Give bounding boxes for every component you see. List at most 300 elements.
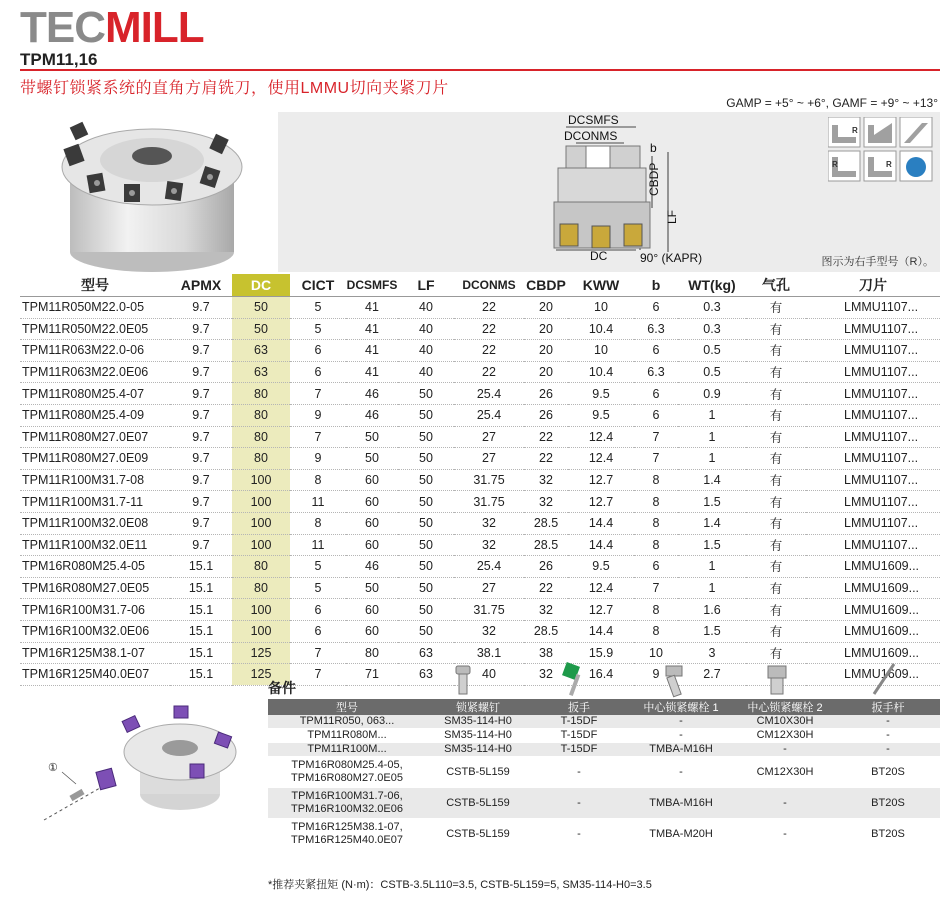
header-cbdp: CBDP xyxy=(524,274,568,297)
header-cict: CICT xyxy=(290,274,346,297)
cell-dcsmfs: 41 xyxy=(346,340,398,362)
cell-dconms: 31.75 xyxy=(454,469,524,491)
cell-b: 7 xyxy=(634,577,678,599)
cell-lf: 50 xyxy=(398,383,454,405)
cell-dcsmfs: 46 xyxy=(346,383,398,405)
cell-apmx: 15.1 xyxy=(170,664,232,686)
parts-header-model: 型号 xyxy=(268,699,426,715)
cell-cict: 5 xyxy=(290,297,346,319)
cutter-photo xyxy=(52,112,252,277)
cell-weight: 1 xyxy=(678,404,746,426)
cell-model: TPM11R100M32.0E08 xyxy=(20,512,170,534)
cell-b: 6 xyxy=(634,297,678,319)
label-cbdp: CBDP xyxy=(647,162,661,196)
specification-table xyxy=(20,274,940,686)
table-body xyxy=(20,297,940,686)
header-dcsmfs: DCSMFS xyxy=(346,274,398,297)
cell-cict: 11 xyxy=(290,491,346,513)
table-row xyxy=(20,512,940,534)
cell-dconms: 22 xyxy=(454,297,524,319)
header-model: 型号 xyxy=(20,274,170,297)
parts-cell-bolt-2: CM10X30H xyxy=(734,715,836,729)
cell-apmx: 9.7 xyxy=(170,297,232,319)
cell-cict: 7 xyxy=(290,426,346,448)
cell-coolant: 有 xyxy=(746,383,806,405)
cell-insert: LMMU1107... xyxy=(806,297,940,319)
cell-model: TPM11R100M32.0E11 xyxy=(20,534,170,556)
table-row xyxy=(20,404,940,426)
title-divider xyxy=(20,69,940,71)
cell-apmx: 9.7 xyxy=(170,318,232,340)
cell-cict: 9 xyxy=(290,448,346,470)
cell-lf: 50 xyxy=(398,491,454,513)
parts-cell-model: TPM11R100M... xyxy=(268,743,426,757)
logo-mill: MILL xyxy=(105,3,204,52)
cell-dc: 100 xyxy=(232,512,290,534)
logo-tec: TEC xyxy=(20,3,105,52)
cell-coolant: 有 xyxy=(746,556,806,578)
label-dconms: DCONMS xyxy=(564,129,618,143)
cell-cbdp: 22 xyxy=(524,426,568,448)
cell-coolant: 有 xyxy=(746,512,806,534)
cell-lf: 40 xyxy=(398,340,454,362)
header-b: b xyxy=(634,274,678,297)
parts-cell-model: TPM16R100M31.7-06, TPM16R100M32.0E06 xyxy=(268,788,426,819)
cell-cbdp: 22 xyxy=(524,577,568,599)
cell-cict: 6 xyxy=(290,620,346,642)
cell-cict: 6 xyxy=(290,361,346,383)
label-dc: DC xyxy=(590,249,608,263)
cell-coolant: 有 xyxy=(746,599,806,621)
cell-b: 8 xyxy=(634,491,678,513)
parts-cell-clamp-screw: CSTB-5L159 xyxy=(426,757,530,788)
parts-cell-model: TPM16R125M38.1-07, TPM16R125M40.0E07 xyxy=(268,819,426,850)
cell-cict: 8 xyxy=(290,469,346,491)
table-row xyxy=(20,534,940,556)
parts-cell-wrench: T-15DF xyxy=(530,743,628,757)
cell-model: TPM11R100M31.7-11 xyxy=(20,491,170,513)
header-weight: WT(kg) xyxy=(678,274,746,297)
parts-row xyxy=(268,757,940,788)
table-row xyxy=(20,556,940,578)
cell-dcsmfs: 50 xyxy=(346,426,398,448)
parts-cell-bar: BT20S xyxy=(836,788,940,819)
cell-apmx: 9.7 xyxy=(170,512,232,534)
header-lf: LF xyxy=(398,274,454,297)
cell-dcsmfs: 41 xyxy=(346,297,398,319)
cell-dcsmfs: 60 xyxy=(346,491,398,513)
cell-cict: 5 xyxy=(290,556,346,578)
parts-cell-bolt-1: - xyxy=(628,757,734,788)
cell-weight: 0.3 xyxy=(678,318,746,340)
table-row xyxy=(20,383,940,405)
parts-cell-bolt-1: TMBA-M16H xyxy=(628,788,734,819)
cell-dcsmfs: 60 xyxy=(346,599,398,621)
cell-insert: LMMU1609... xyxy=(806,556,940,578)
cell-dconms: 22 xyxy=(454,361,524,383)
cell-dcsmfs: 50 xyxy=(346,448,398,470)
cell-lf: 63 xyxy=(398,642,454,664)
cell-insert: LMMU1107... xyxy=(806,491,940,513)
table-row xyxy=(20,620,940,642)
cell-dcsmfs: 50 xyxy=(346,577,398,599)
cell-dconms: 40 xyxy=(454,664,524,686)
cell-coolant: 有 xyxy=(746,448,806,470)
cell-weight: 3 xyxy=(678,642,746,664)
parts-cell-bolt-1: - xyxy=(628,729,734,743)
parts-cell-wrench: - xyxy=(530,819,628,850)
cell-kww: 9.5 xyxy=(568,404,634,426)
cell-coolant: 有 xyxy=(746,426,806,448)
cell-kww: 9.5 xyxy=(568,383,634,405)
cell-model: TPM11R080M27.0E09 xyxy=(20,448,170,470)
table-row xyxy=(20,426,940,448)
cell-b: 8 xyxy=(634,512,678,534)
center-bolt-2-icon xyxy=(768,666,786,694)
parts-cell-model: TPM11R050, 063... xyxy=(268,715,426,729)
cell-dc: 80 xyxy=(232,577,290,599)
parts-row xyxy=(268,729,940,743)
cell-dc: 80 xyxy=(232,383,290,405)
cell-coolant: 有 xyxy=(746,620,806,642)
cell-kww: 14.4 xyxy=(568,512,634,534)
cell-kww: 10 xyxy=(568,340,634,362)
parts-cell-clamp-screw: CSTB-5L159 xyxy=(426,819,530,850)
cell-weight: 1 xyxy=(678,426,746,448)
cell-weight: 0.3 xyxy=(678,297,746,319)
cell-cict: 7 xyxy=(290,642,346,664)
label-b: b xyxy=(650,141,657,155)
cell-model: TPM11R100M31.7-08 xyxy=(20,469,170,491)
cell-dc: 100 xyxy=(232,534,290,556)
header-dconms: DCONMS xyxy=(454,274,524,297)
parts-cell-clamp-screw: SM35-114-H0 xyxy=(426,729,530,743)
cell-model: TPM11R080M25.4-09 xyxy=(20,404,170,426)
parts-cell-bar: - xyxy=(836,715,940,729)
cell-dcsmfs: 60 xyxy=(346,512,398,534)
cell-kww: 12.7 xyxy=(568,469,634,491)
parts-cell-bolt-2: CM12X30H xyxy=(734,757,836,788)
cell-weight: 1 xyxy=(678,556,746,578)
cell-lf: 50 xyxy=(398,599,454,621)
cell-dc: 50 xyxy=(232,297,290,319)
cell-dc: 50 xyxy=(232,318,290,340)
cell-dc: 80 xyxy=(232,426,290,448)
cell-kww: 10 xyxy=(568,297,634,319)
label-dcsmfs: DCSMFS xyxy=(568,113,619,127)
page-subtitle: 带螺钉锁紧系统的直角方肩铣刀，使用LMMU切向夹紧刀片 xyxy=(20,80,449,97)
cell-insert: LMMU1609... xyxy=(806,642,940,664)
cell-lf: 63 xyxy=(398,664,454,686)
cell-dconms: 25.4 xyxy=(454,556,524,578)
icon-label-r2: R xyxy=(832,160,838,169)
cell-b: 10 xyxy=(634,642,678,664)
cell-dc: 100 xyxy=(232,599,290,621)
clamp-screw-icon xyxy=(456,666,470,694)
cell-dconms: 32 xyxy=(454,512,524,534)
parts-cell-bar: BT20S xyxy=(836,819,940,850)
cell-dc: 100 xyxy=(232,469,290,491)
table-row xyxy=(20,318,940,340)
cell-coolant: 有 xyxy=(746,577,806,599)
cell-dconms: 27 xyxy=(454,426,524,448)
cell-weight: 1.5 xyxy=(678,491,746,513)
cell-model: TPM11R050M22.0-05 xyxy=(20,297,170,319)
cell-b: 6 xyxy=(634,556,678,578)
cell-dcsmfs: 46 xyxy=(346,556,398,578)
cell-kww: 12.4 xyxy=(568,448,634,470)
parts-row xyxy=(268,743,940,757)
cell-dconms: 22 xyxy=(454,340,524,362)
cell-apmx: 15.1 xyxy=(170,620,232,642)
cell-b: 8 xyxy=(634,620,678,642)
cell-model: TPM11R063M22.0E06 xyxy=(20,361,170,383)
cell-kww: 14.4 xyxy=(568,620,634,642)
cell-weight: 1.4 xyxy=(678,469,746,491)
parts-cell-bolt-2: CM12X30H xyxy=(734,729,836,743)
cell-kww: 12.7 xyxy=(568,599,634,621)
cell-kww: 16.4 xyxy=(568,664,634,686)
cell-insert: LMMU1107... xyxy=(806,318,940,340)
cell-coolant: 有 xyxy=(746,642,806,664)
parts-row xyxy=(268,715,940,729)
cell-lf: 50 xyxy=(398,512,454,534)
table-row xyxy=(20,361,940,383)
cell-dcsmfs: 60 xyxy=(346,534,398,556)
parts-cell-clamp-screw: SM35-114-H0 xyxy=(426,715,530,729)
cell-dc: 125 xyxy=(232,642,290,664)
cell-weight: 1 xyxy=(678,448,746,470)
cell-insert: LMMU1107... xyxy=(806,361,940,383)
cell-dcsmfs: 60 xyxy=(346,620,398,642)
wrench-bar-icon xyxy=(874,664,894,694)
cell-insert: LMMU1609... xyxy=(806,664,940,686)
cell-dconms: 38.1 xyxy=(454,642,524,664)
cell-cict: 9 xyxy=(290,404,346,426)
cell-cbdp: 26 xyxy=(524,404,568,426)
cell-lf: 50 xyxy=(398,448,454,470)
cell-coolant: 有 xyxy=(746,404,806,426)
cell-cbdp: 20 xyxy=(524,361,568,383)
table-row xyxy=(20,491,940,513)
cell-insert: LMMU1107... xyxy=(806,404,940,426)
cell-kww: 15.9 xyxy=(568,642,634,664)
cell-coolant: 有 xyxy=(746,361,806,383)
cell-dcsmfs: 46 xyxy=(346,404,398,426)
cell-b: 6 xyxy=(634,340,678,362)
cell-cict: 7 xyxy=(290,383,346,405)
cell-apmx: 9.7 xyxy=(170,491,232,513)
cell-b: 6.3 xyxy=(634,361,678,383)
cell-cict: 7 xyxy=(290,664,346,686)
parts-cell-bolt-2: - xyxy=(734,743,836,757)
cell-dc: 125 xyxy=(232,664,290,686)
cell-dconms: 22 xyxy=(454,318,524,340)
cell-b: 6 xyxy=(634,383,678,405)
table-row xyxy=(20,340,940,362)
cell-cict: 5 xyxy=(290,318,346,340)
cell-cbdp: 20 xyxy=(524,340,568,362)
cell-weight: 1.5 xyxy=(678,534,746,556)
cell-cbdp: 28.5 xyxy=(524,512,568,534)
cell-b: 7 xyxy=(634,426,678,448)
cell-lf: 50 xyxy=(398,556,454,578)
parts-cell-bolt-1: TMBA-M20H xyxy=(628,819,734,850)
header-dc: DC xyxy=(232,274,290,297)
cell-apmx: 9.7 xyxy=(170,448,232,470)
cell-weight: 0.5 xyxy=(678,340,746,362)
cell-insert: LMMU1609... xyxy=(806,599,940,621)
table-header-row xyxy=(20,274,940,297)
parts-header-wrench: 扳手 xyxy=(530,699,628,715)
cell-dc: 80 xyxy=(232,556,290,578)
cell-dconms: 31.75 xyxy=(454,599,524,621)
cell-dconms: 31.75 xyxy=(454,491,524,513)
cell-cbdp: 22 xyxy=(524,448,568,470)
parts-cell-wrench: - xyxy=(530,757,628,788)
label-lf: LF xyxy=(665,209,679,224)
cell-apmx: 9.7 xyxy=(170,383,232,405)
cell-coolant: 有 xyxy=(746,491,806,513)
cell-lf: 40 xyxy=(398,361,454,383)
cell-coolant: 有 xyxy=(746,318,806,340)
cell-apmx: 9.7 xyxy=(170,534,232,556)
cell-insert: LMMU1609... xyxy=(806,620,940,642)
cell-insert: LMMU1107... xyxy=(806,340,940,362)
tecmill-logo xyxy=(20,3,204,52)
cell-lf: 50 xyxy=(398,620,454,642)
cell-dconms: 27 xyxy=(454,577,524,599)
cell-kww: 12.7 xyxy=(568,491,634,513)
wrench-icon xyxy=(562,662,580,696)
cell-kww: 14.4 xyxy=(568,534,634,556)
cell-apmx: 15.1 xyxy=(170,599,232,621)
cell-cict: 8 xyxy=(290,512,346,534)
cell-lf: 50 xyxy=(398,534,454,556)
cell-insert: LMMU1107... xyxy=(806,383,940,405)
parts-cell-bar: BT20S xyxy=(836,757,940,788)
cell-insert: LMMU1107... xyxy=(806,448,940,470)
center-bolt-1-icon xyxy=(666,666,682,697)
cell-dc: 80 xyxy=(232,404,290,426)
cell-kww: 10.4 xyxy=(568,318,634,340)
header-insert: 刀片 xyxy=(806,274,940,297)
cell-lf: 40 xyxy=(398,318,454,340)
cell-model: TPM16R125M40.0E07 xyxy=(20,664,170,686)
cell-dconms: 32 xyxy=(454,620,524,642)
application-icons xyxy=(828,117,938,183)
cell-cbdp: 32 xyxy=(524,599,568,621)
parts-cell-wrench: - xyxy=(530,788,628,819)
cell-dc: 63 xyxy=(232,361,290,383)
cell-apmx: 15.1 xyxy=(170,556,232,578)
cell-weight: 1.5 xyxy=(678,620,746,642)
cell-cbdp: 20 xyxy=(524,297,568,319)
cell-apmx: 9.7 xyxy=(170,361,232,383)
cell-b: 8 xyxy=(634,469,678,491)
parts-cell-clamp-screw: SM35-114-H0 xyxy=(426,743,530,757)
cell-dcsmfs: 41 xyxy=(346,318,398,340)
cell-b: 7 xyxy=(634,448,678,470)
icon-label-r3: R xyxy=(886,160,892,169)
parts-cell-wrench: T-15DF xyxy=(530,729,628,743)
cell-b: 9 xyxy=(634,664,678,686)
rake-angles: GAMP = +5° ~ +6°, GAMF = +9° ~ +13° xyxy=(726,96,938,110)
cell-insert: LMMU1107... xyxy=(806,469,940,491)
header-coolant: 气孔 xyxy=(746,274,806,297)
cell-weight: 1.6 xyxy=(678,599,746,621)
cell-model: TPM11R080M27.0E07 xyxy=(20,426,170,448)
parts-cell-bolt-2: - xyxy=(734,788,836,819)
cell-dcsmfs: 71 xyxy=(346,664,398,686)
cell-kww: 9.5 xyxy=(568,556,634,578)
cell-cbdp: 26 xyxy=(524,383,568,405)
cell-lf: 50 xyxy=(398,426,454,448)
table-row xyxy=(20,599,940,621)
cell-kww: 10.4 xyxy=(568,361,634,383)
table-row xyxy=(20,469,940,491)
cell-cict: 11 xyxy=(290,534,346,556)
cell-dcsmfs: 80 xyxy=(346,642,398,664)
parts-cell-model: TPM16R080M25.4-05, TPM16R080M27.0E05 xyxy=(268,757,426,788)
callout-number: ① xyxy=(48,762,58,774)
cell-lf: 50 xyxy=(398,577,454,599)
cell-apmx: 9.7 xyxy=(170,469,232,491)
icon-label-r1: R xyxy=(852,126,858,135)
parts-header-bar: 扳手杆 xyxy=(836,699,940,715)
table-row xyxy=(20,642,940,664)
cell-cbdp: 28.5 xyxy=(524,620,568,642)
parts-cell-wrench: T-15DF xyxy=(530,715,628,729)
cell-model: TPM16R100M31.7-06 xyxy=(20,599,170,621)
parts-cell-clamp-screw: CSTB-5L159 xyxy=(426,788,530,819)
parts-title: 备件 xyxy=(268,680,296,696)
cell-apmx: 15.1 xyxy=(170,642,232,664)
coolant-icon xyxy=(906,157,926,177)
cell-dc: 80 xyxy=(232,448,290,470)
cell-lf: 50 xyxy=(398,404,454,426)
cell-dconms: 27 xyxy=(454,448,524,470)
cell-model: TPM11R050M22.0E05 xyxy=(20,318,170,340)
parts-cell-bolt-1: - xyxy=(628,715,734,729)
parts-body xyxy=(268,715,940,850)
series-title: TPM11,16 xyxy=(20,50,98,69)
right-hand-note: 图示为右手型号（R）。 xyxy=(821,256,934,268)
cell-kww: 12.4 xyxy=(568,426,634,448)
cell-cbdp: 28.5 xyxy=(524,534,568,556)
parts-cell-bar: - xyxy=(836,729,940,743)
cell-b: 8 xyxy=(634,599,678,621)
cell-insert: LMMU1107... xyxy=(806,426,940,448)
parts-header-clamp-screw: 锁紧螺钉 xyxy=(426,699,530,715)
header-apmx: APMX xyxy=(170,274,232,297)
table-row xyxy=(20,297,940,319)
cell-insert: LMMU1107... xyxy=(806,512,940,534)
cell-dconms: 32 xyxy=(454,534,524,556)
cell-dcsmfs: 60 xyxy=(346,469,398,491)
table-row xyxy=(20,448,940,470)
cell-b: 6 xyxy=(634,404,678,426)
cell-lf: 50 xyxy=(398,469,454,491)
parts-row xyxy=(268,819,940,850)
cell-insert: LMMU1609... xyxy=(806,577,940,599)
cell-weight: 0.9 xyxy=(678,383,746,405)
parts-table xyxy=(268,699,940,850)
parts-header-bolt-2: 中心锁紧螺栓 2 xyxy=(734,699,836,715)
parts-cell-bolt-2: - xyxy=(734,819,836,850)
parts-cell-bolt-1: TMBA-M16H xyxy=(628,743,734,757)
parts-header-row xyxy=(268,699,940,715)
